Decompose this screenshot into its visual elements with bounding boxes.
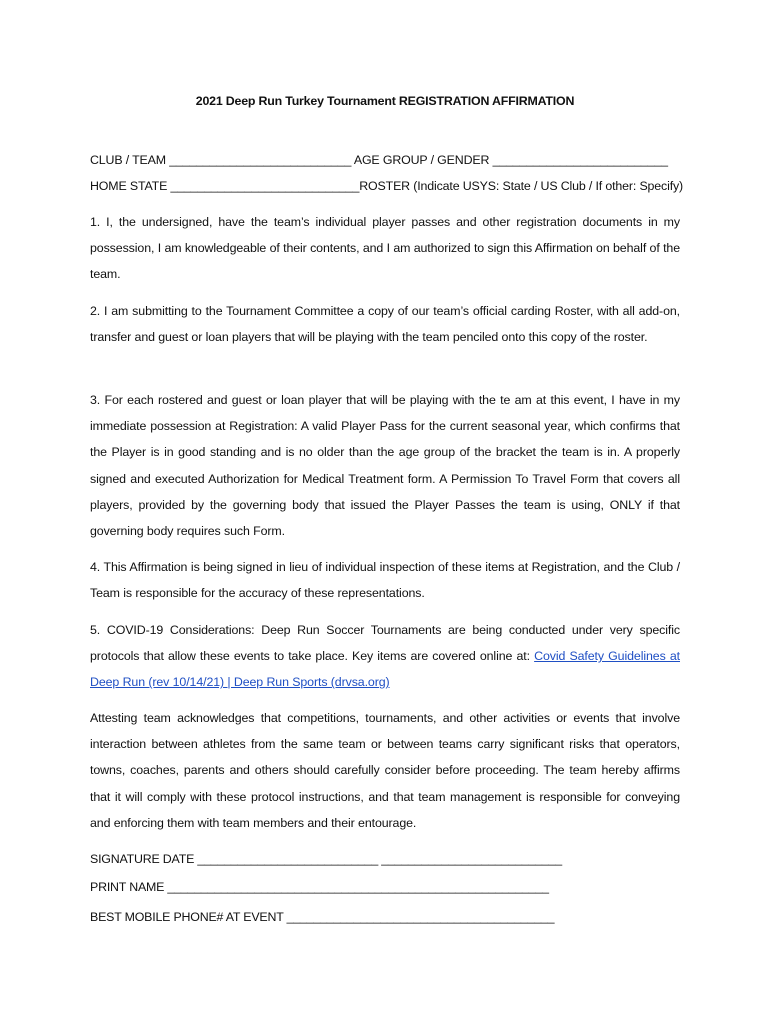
paragraph-5 — [90, 617, 680, 696]
covid-guidelines-link[interactable]: Covid Safety Guidelines at Deep Run (rev 10/14/21) | Deep Run Sports (drvsa.org) — [90, 649, 680, 690]
signature-date-line: SIGNATURE DATE ___________________________ ___________________________ — [90, 852, 562, 866]
club-team-line: CLUB / TEAM ___________________________ AGE GROUP / GENDER __________________________ — [90, 153, 668, 167]
document-title: 2021 Deep Run Turkey Tournament REGISTRATION AFFIRMATION — [195, 94, 575, 108]
mobile-phone-line: BEST MOBILE PHONE# AT EVENT ________________________________________ — [90, 910, 555, 924]
paragraph-3 — [90, 387, 680, 544]
paragraph-5-text — [90, 617, 680, 696]
home-state-line: HOME STATE ____________________________ROSTER (Indicate USYS: State / US Club / If other: Specify) — [90, 179, 684, 193]
paragraph-1 — [90, 209, 680, 288]
paragraph-2 — [90, 298, 680, 350]
paragraph-4 — [90, 554, 680, 606]
paragraph-6-text: Attesting team acknowledges that competitions, tournaments, and other activities or events that involve interaction between athletes from the same team or between teams carry significant risks that operators, towns, coaches, parents and others should carefully consider before proceeding. The team hereby affirms that it will comply with these protocol instructions, and that team management is responsible for conveying and enforcing them with team members and their entourage. — [90, 711, 680, 830]
paragraph-3-text: 3. For each rostered and guest or loan player that will be playing with the te am at this event, I have in my immediate possession at Registration: A valid Player Pass for the current seasonal year, which confirms that the Player is in good standing and is no older than the age group of the bracket the team is in. A properly signed and executed Authorization for Medical Treatment form. A Permission To Travel Form that covers all players, provided by the governing body that issued the Player Passes the team is using, ONLY if that governing body requires such Form. — [90, 393, 680, 539]
paragraph-4-text: 4. This Affirmation is being signed in lieu of individual inspection of these items at Registration, and the Club / Team is responsible for the accuracy of these representations. — [90, 560, 680, 601]
print-name-line: PRINT NAME _________________________________________________________ — [90, 880, 549, 894]
paragraph-6 — [90, 705, 680, 836]
paragraph-2-text: 2. I am submitting to the Tournament Committee a copy of our team’s official carding Roster, with all add-on, transfer and guest or loan players that will be playing with the team penciled onto this copy of the roster. — [90, 304, 680, 345]
paragraph-5-body: 5. COVID-19 Considerations: Deep Run Soccer Tournaments are being conducted under very specific protocols that allow these events to take place. Key items are covered online at: — [90, 623, 680, 664]
paragraph-1-text: 1. I, the undersigned, have the team’s individual player passes and other registration documents in my possession, I am knowledgeable of their contents, and I am authorized to sign this Affirmation on behalf of the team. — [90, 215, 680, 282]
